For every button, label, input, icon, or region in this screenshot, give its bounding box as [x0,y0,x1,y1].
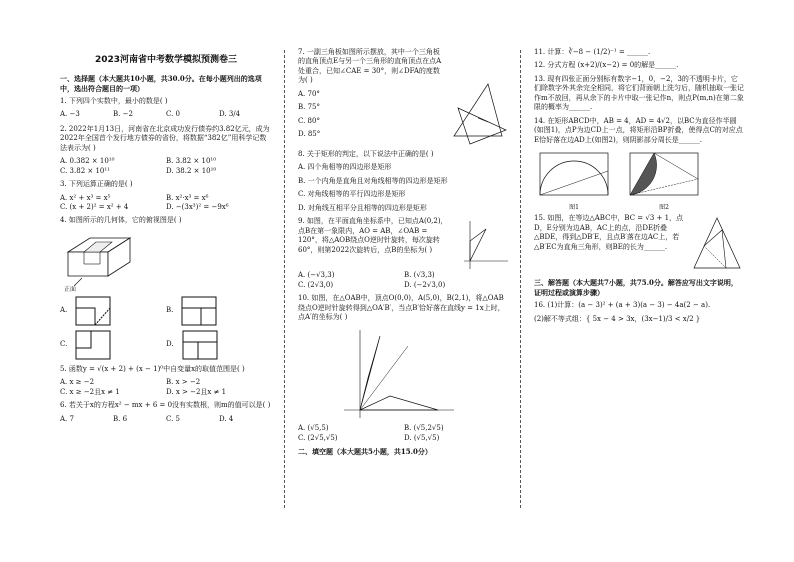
rotation-figure-q10 [338,326,458,420]
option: D. x > −2且x ≠ 1 [166,387,227,396]
figure-1-caption: 图1 [569,204,579,212]
front-label: 正面 [64,285,77,293]
option: B. 75° [298,103,321,112]
option: A. 四个角相等的四边形是矩形 [298,163,392,172]
option: A. x ≥ −2 [60,378,95,387]
view-b-figure [181,296,217,326]
option: C. 3.82 × 10¹¹ [60,166,110,175]
option: D. −(3x³)² = −9x⁶ [166,202,229,211]
question-12: 12. 分式方程 (x+2)/(x−2) = 0的解是______. [534,61,679,70]
option: A. 0.382 × 10¹⁰ [60,157,115,166]
view-a-figure [75,296,111,326]
question-14: 14. 在矩形ABCD中，AB = 4，AD = 4√2，以BC为直径作半圆(如图1)，点P为边CD上一点，将矩形沿BP折叠，使得点C的对应点E恰好落在边AD上(如图2)，则阴影部分周长是______. [534,116,743,144]
option: B. −2 [113,110,133,119]
option: D. 对角线互相平分且相等的四边形是矩形 [298,203,427,212]
option: D. 4 [219,414,234,423]
view-d-figure [182,330,218,360]
rectangle-fold-figure-2 [624,149,704,201]
option-label: D. [166,340,174,349]
option-b [166,296,272,326]
question-8: 8. 关于矩形的判定，以下说法中正确的是( ) [298,150,434,158]
option: D. (−2√3,0) [404,280,446,289]
question-5-options [60,378,272,397]
question-11: 11. 计算：∛−8 − (1/2)⁻¹ = ______. [534,48,651,56]
option-d [166,330,272,360]
option: B. x > −2 [166,378,201,387]
question-3: 3. 下列运算正确的是( ) [60,180,133,189]
rotation-figure-q9 [456,217,510,271]
option: B. 3.82 × 10¹⁰ [166,157,217,166]
option: A. 7 [60,414,74,423]
question-4: 4. 如图所示的几何体，它的俯视图是( ) [60,216,182,225]
option: D. 85° [298,130,321,139]
triangle-set-figure [448,78,510,150]
option: C. (2√5,√5) [298,433,338,442]
column-divider [520,50,521,508]
question-2-options [60,157,272,176]
option: C. (x + 2)² = x² + 4 [60,202,129,211]
question-8-options [298,163,510,213]
question-9-block [298,217,510,271]
option: B. x²·x³ = x⁶ [166,193,209,202]
option: A. 70° [298,89,320,98]
option-label: C. [60,340,68,349]
column-2 [298,48,510,461]
question-7-block [298,48,510,150]
question-7-options [298,90,444,140]
option: D. (√5,√5) [404,433,440,442]
section-2-heading: 二、填空题（本大题共5小题，共15.0分） [298,447,432,457]
equilateral-triangle-figure [690,214,744,274]
option: A. (−√3,3) [298,271,335,280]
question-14-figures [534,149,744,213]
option: C. 对角线相等的平行四边形是矩形 [298,190,406,199]
question-16-part-2: (2)解不等式组：{ 5x − 4 > 3x，(3x−1)/3 < x/2 } [534,314,701,323]
option-label: A. [60,306,68,315]
question-10-options [298,424,510,443]
question-6-options [60,415,272,424]
question-5: 5. 函数y = √(x + 2) + (x − 1)⁰中自变量x的取值范围是( ) [60,364,245,373]
option: D. 38.2 × 10¹⁰ [166,166,217,175]
question-4-options [60,296,272,360]
section-3-heading: 三、解答题（本大题共7小题，共75.0分。解答应写出文字说明，证明过程或演算步骤） [534,278,738,297]
option-a [60,296,166,326]
page-title: 2023河南省中考数学模拟预测卷三 [94,55,238,65]
question-15: 15. 如图，在等边△ABC中，BC = √3 + 1，点D，E分别为边AB，AC上的点，沿DE折叠△BDE，得到△DB′E，且点B′落在边AC上，若△B′EC为直角三角形，则BE的长为______. [534,214,684,251]
option: C. (2√3,0) [298,280,334,289]
solid-figure [60,230,140,288]
question-9-options [298,271,510,290]
option: B. 一个内角是直角且对角线相等的四边形是矩形 [298,176,448,185]
option: C. 0 [166,110,181,119]
column-3 [534,48,744,328]
question-6: 6. 若关于x的方程x² − mx + 6 = 0没有实数根，则m的值可以是( ) [60,401,271,410]
option: A. x² + x³ = x⁵ [60,193,111,202]
figure-2-caption: 图2 [659,204,669,212]
option: B. (√3,3) [404,271,435,280]
option: A. −3 [60,110,80,119]
question-16-part-1: 16. (1)计算：(a − 3)² + (a + 3)(a − 3) − 4a(2 − a). [534,301,711,310]
question-9: 9. 如图，在平面直角坐标系中，已知点A(0,2)，点B在第一象限内，AO = AB，∠OAB = 120°，将△AOB绕点O逆时针旋转，每次旋转60°，则第2022次旋转后，点B的坐标为( ) [298,217,448,254]
option: B. 6 [113,414,128,423]
option: C. 5 [166,414,181,423]
question-13: 13. 现有四张正面分别标有数字−1，0，−2，3的不透明卡片，它们除数字外其余完全相同，将它们背面朝上洗匀后，随机抽取一张记作m不放回，再从余下的卡片中取一张记作n，则点P(m,n)在第二象限的概率为______. [534,74,744,112]
option: C. x ≥ −2且x ≠ 1 [60,387,120,396]
question-2: 2. 2022年1月13日，河南省在北京成功发行债券约3.82亿元，成为2022年全国首个发行地方债券的省份，将数据“382亿”用科学记数法表示为( ) [60,124,270,152]
question-15-block [534,214,744,274]
option: A. (√5,5) [298,424,329,433]
question-10: 10. 如图，在△OAB中，顶点O(0,0)，A(5,0)，B(2,1)，将△OAB绕点O逆时针旋转得到△OA′B′，当点B′恰好落在直线y = 1x上时，点A′的坐标为( ) [298,294,505,321]
column-1 [60,48,272,429]
rectangle-semicircle-figure-1 [534,149,614,201]
question-3-options [60,194,272,213]
option: C. 80° [298,116,320,125]
option: B. (√5,2√5) [404,424,444,433]
question-1-options [60,110,272,119]
column-divider [284,50,285,508]
question-1: 1. 下列四个实数中，最小的数是( ) [60,97,168,106]
option: D. 3/4 [219,110,241,119]
question-7: 7. 一副三角板如图所示摆放，其中一个三角板的直角顶点E与另一个三角形的直角顶点在点A处重合，已知∠CAE = 30°，则∠DFA的度数为( ) [298,48,442,85]
option-label: B. [166,306,174,315]
option-c [60,330,166,360]
section-1-heading: 一、选择题（本大题共10小题，共30.0分。在每小题列出的选项中，选出符合题目的一项） [60,74,262,93]
view-c-figure [75,330,111,360]
